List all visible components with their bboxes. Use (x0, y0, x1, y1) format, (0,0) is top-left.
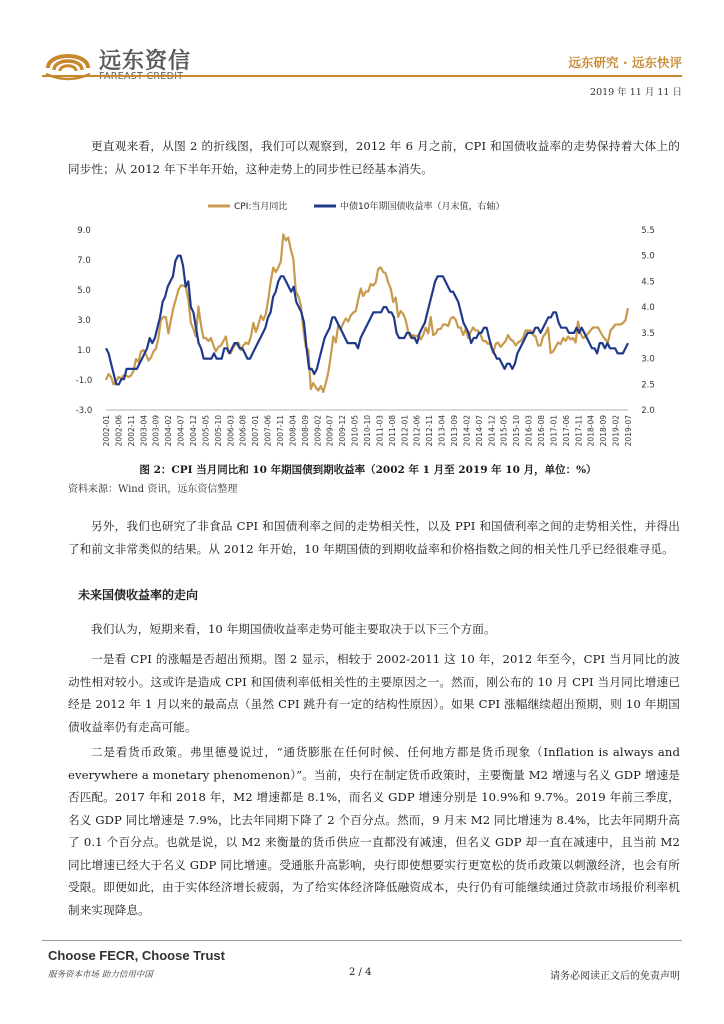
x-tick-label: 2002-11 (126, 415, 136, 447)
x-tick-label: 2009-02 (313, 415, 323, 447)
chart-figure (68, 192, 668, 462)
y-right-tick-label: 3.5 (641, 328, 655, 339)
x-tick-label: 2002-06 (114, 415, 124, 447)
paragraph-2: 另外，我们也研究了非食品 CPI 和国债利率之间的走势相关性，以及 PPI 和国债利率之间的走势相关性，并得出了和前文非常类似的结果。从 2012 年开始，10 年期国债的到期收益率和价格指数之间的相关性几乎已经很难寻觅。 (68, 519, 680, 556)
x-tick-label: 2003-04 (139, 415, 149, 447)
x-tick-label: 2003-09 (151, 415, 161, 447)
footer-slogan: Choose FECR, Choose Trust (48, 948, 225, 963)
x-tick-label: 2018-09 (599, 415, 609, 447)
footer (0, 940, 724, 1024)
x-tick-label: 2008-09 (300, 415, 310, 447)
paragraph-3: 我们认为，短期来看，10 年期国债收益率走势可能主要取决于以下三个方面。 (91, 622, 496, 636)
x-tick-label: 2007-06 (263, 415, 273, 447)
y-left-tick-label: 9.0 (77, 226, 91, 236)
x-tick-label: 2008-04 (288, 415, 298, 447)
footer-sub: 服务资本市场 助力信用中国 (48, 970, 153, 980)
y-right-tick-label: 5.5 (641, 226, 655, 236)
y-right-tick-label: 4.0 (641, 303, 655, 314)
legend-label: CPI:当月同比 (234, 202, 288, 212)
report-date: 2019 年 11 月 11 日 (590, 87, 682, 98)
y-left-tick-label: -3.0 (75, 406, 93, 416)
x-tick-label: 2004-12 (189, 415, 198, 447)
x-tick-label: 2005-05 (201, 415, 211, 447)
x-tick-label: 2002-01 (102, 415, 111, 447)
x-tick-label: 2010-10 (363, 415, 372, 447)
disclaimer-note: 请务必阅读正文后的免责声明 (550, 971, 680, 982)
x-tick-label: 2011-03 (375, 415, 385, 447)
x-tick-label: 2018-04 (586, 415, 596, 447)
x-tick-label: 2014-12 (487, 415, 497, 447)
x-tick-label: 2017-11 (574, 415, 584, 447)
report-section: 远东研究 · 远东快评 (568, 55, 682, 70)
legend-label: 中债10年期国债收益率（月末值，右轴） (340, 202, 505, 212)
x-tick-label: 2007-11 (276, 415, 285, 447)
x-tick-label: 2012-06 (412, 415, 422, 447)
x-tick-label: 2005-10 (213, 415, 223, 447)
cpi-series-line (106, 235, 628, 393)
figure-source: 资料来源：Wind 资讯，远东资信整理 (68, 484, 238, 495)
x-tick-label: 2016-08 (537, 415, 546, 447)
x-tick-label: 2015-05 (499, 415, 509, 447)
header (0, 0, 724, 100)
x-tick-label: 2006-03 (226, 415, 236, 447)
x-tick-label: 2014-02 (462, 415, 472, 447)
y-right-tick-label: 5.0 (641, 251, 655, 262)
paragraph-4: 一是看 CPI 的涨幅是否超出预期。图 2 显示，相较于 2002-2011 这 10 年，2012 年至今，CPI 当月同比的波动性相对较小。这或许是造成 CPI 和国债利率低相关性的主要原因之一。然而，刚公布的 10 月 CPI 当月同比增速已经是 2012 年 1 月以来的最高点（虽然 CPI 跳升有一定的结构性原因）。如果 CPI 涨幅继续超出预期，则 10 年期国债收益率仍有走高可能。 (68, 652, 680, 734)
y-left-tick-label: 1.0 (77, 346, 91, 356)
x-tick-label: 2009-12 (338, 415, 348, 447)
x-tick-label: 2006-08 (238, 415, 248, 447)
y-left-tick-label: 3.0 (77, 316, 91, 326)
x-tick-label: 2016-03 (524, 415, 534, 447)
x-tick-label: 2012-01 (400, 415, 410, 447)
page-number: 2 / 4 (349, 967, 372, 978)
figure-caption: 图 2：CPI 当月同比和 10 年期国债到期收益率（2002 年 1 月至 2019 年 10 月，单位：%） (139, 464, 597, 476)
y-left-tick-label: 7.0 (77, 256, 91, 266)
x-tick-label: 2007-01 (251, 415, 261, 447)
x-tick-label: 2011-08 (387, 415, 397, 447)
x-tick-label: 2012-11 (425, 415, 435, 447)
x-tick-label: 2010-05 (350, 415, 360, 447)
x-tick-label: 2015-10 (512, 415, 522, 447)
section-title: 未来国债收益率的走向 (78, 588, 199, 602)
x-tick-label: 2019-07 (624, 415, 633, 447)
paragraph-1: 更直观来看，从图 2 的折线图，我们可以观察到，2012 年 6 月之前，CPI 和国债收益率的走势保持着大体上的同步性；从 2012 年下半年开始，这种走势上的同步性已经基本消失。 (68, 139, 680, 176)
x-tick-label: 2019-02 (611, 415, 621, 447)
x-tick-label: 2013-04 (437, 415, 447, 447)
y-left-tick-label: 5.0 (77, 286, 91, 296)
x-tick-label: 2017-01 (549, 415, 559, 447)
y-right-tick-label: 2.0 (641, 406, 655, 416)
logo-cn: 远东资信 (99, 49, 192, 74)
y-right-tick-label: 2.5 (641, 380, 655, 391)
cpi-bond-yield-chart (68, 192, 668, 462)
y-right-tick-label: 3.0 (641, 354, 655, 365)
x-tick-label: 2009-07 (325, 415, 335, 447)
header-rule (42, 75, 682, 77)
x-tick-label: 2014-07 (474, 415, 484, 447)
y-right-tick-label: 4.5 (641, 277, 655, 288)
x-tick-label: 2004-02 (164, 415, 174, 447)
x-tick-label: 2017-06 (561, 415, 571, 447)
x-tick-label: 2004-07 (176, 415, 186, 447)
footer-rule (42, 940, 682, 941)
y-left-tick-label: -1.0 (75, 376, 93, 386)
bond-yield-series-line (106, 256, 628, 385)
x-tick-label: 2013-09 (450, 415, 459, 447)
paragraph-5: 二是看货币政策。弗里德曼说过，“通货膨胀在任何时候、任何地方都是货币现象（Inflation is always and everywhere a monetary phenomenon）”。当前，央行在制定货币政策时，主要衡量 M2 增速与名义 GDP 增速是否匹配。2017 年和 2018 年，M2 增速都是 8.1%，而名义 GDP 增速分别是 10.9%和 9.7%。2019 年前三季度，名义 GDP 同比增速是 7.9%，比去年同期下降了 2 个百分点。然而，9 月末 M2 同比增速为 8.4%，比去年同期升高了 0.1 个百分点。也就是说，以 M2 来衡量的货币供应一直都没有减速，但名义 GDP 却一直在减速中，且当前 M2 同比增速已经大于名义 GDP 同比增速。受通胀升高影响，央行即使想要实行更宽松的货币政策以刺激经济，也会有所受限。即便如此，由于实体经济增长疲弱，为了给实体经济降低融资成本，央行仍有可能继续通过贷款市场报价利率机制来实现降息。 (68, 745, 680, 917)
